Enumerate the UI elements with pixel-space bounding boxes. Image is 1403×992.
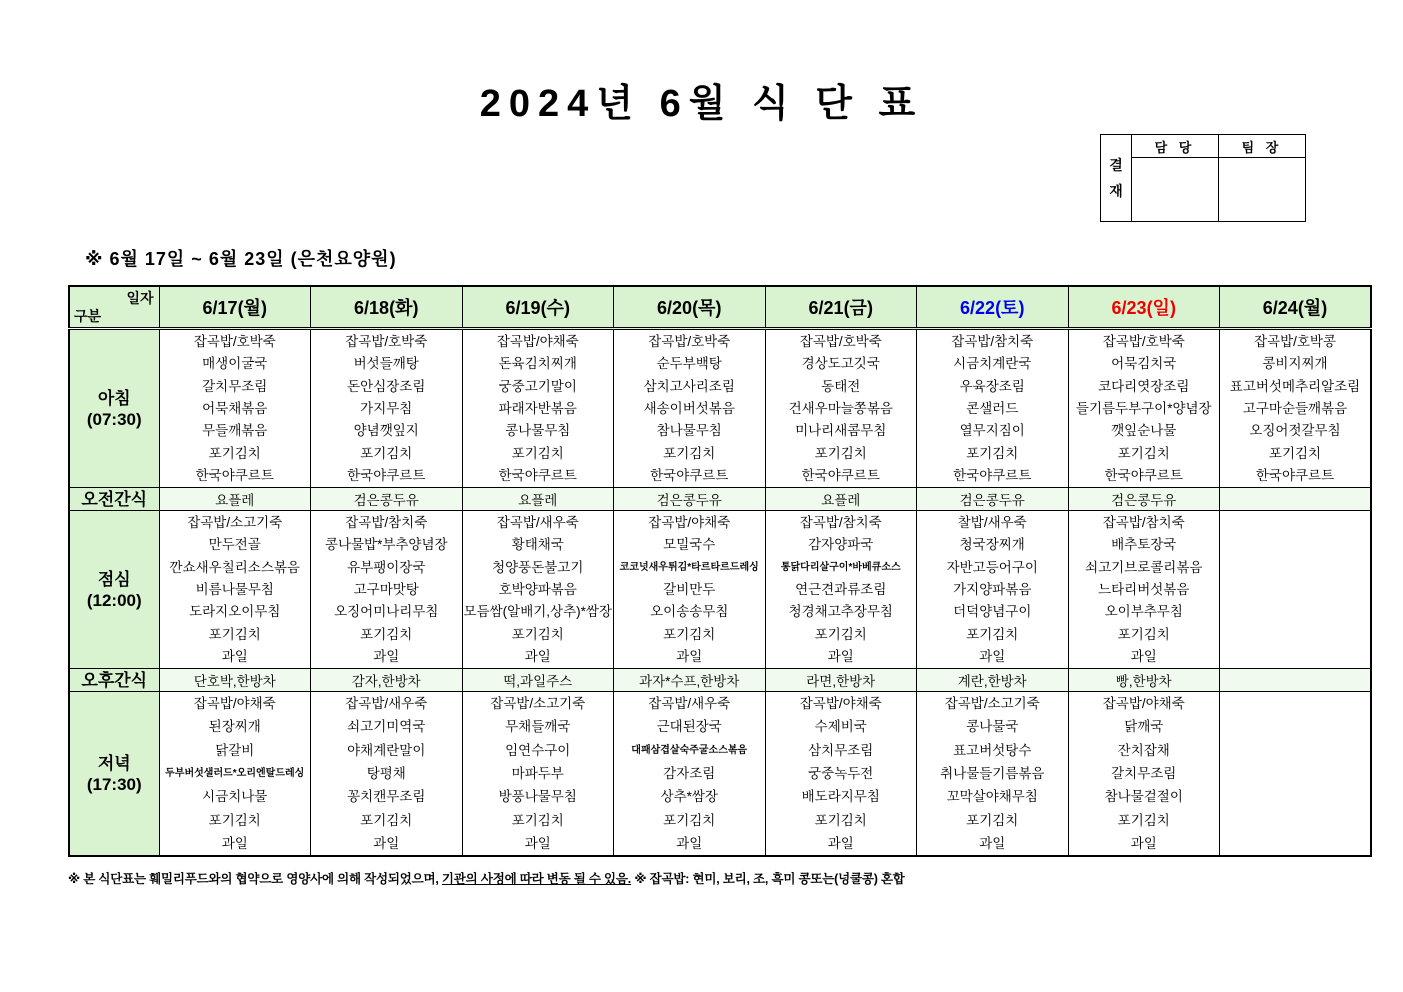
menu-item: 오이송송무침 bbox=[650, 604, 729, 620]
menu-item: 포기김치 bbox=[814, 626, 867, 642]
menu-item: 잡곡밥/야채죽 bbox=[193, 696, 276, 712]
menu-item: 잡곡밥/참치죽 bbox=[1102, 514, 1185, 530]
snack-cell: 요플레 bbox=[765, 488, 917, 511]
menu-item: 과일 bbox=[827, 835, 854, 851]
menu-item: 파래자반볶음 bbox=[498, 400, 577, 416]
page-title: 2024년 6월 식 단 표 bbox=[479, 83, 924, 125]
menu-item: 과일 bbox=[676, 649, 703, 665]
column-header-6/22(토): 6/22(토) bbox=[917, 286, 1069, 329]
menu-cell bbox=[311, 692, 463, 857]
menu-item: 감자양파국 bbox=[808, 537, 874, 553]
snack-cell: 검은콩두유 bbox=[917, 488, 1069, 511]
menu-item: 오징어미나리무침 bbox=[334, 604, 439, 620]
menu-item: 과일 bbox=[979, 835, 1006, 851]
menu-item: 포기김치 bbox=[360, 812, 413, 828]
corner-label-date: 일자 bbox=[126, 290, 154, 306]
menu-cell bbox=[917, 692, 1069, 857]
menu-item: 깻잎순나물 bbox=[1111, 423, 1177, 439]
menu-item: 잡곡밥/야채죽 bbox=[1102, 696, 1185, 712]
menu-item: 호박양파볶음 bbox=[498, 581, 577, 597]
menu-item: 한국야쿠르트 bbox=[650, 468, 729, 484]
menu-item: 가지양파볶음 bbox=[953, 581, 1032, 597]
menu-item: 청경채고추장무침 bbox=[788, 604, 893, 620]
menu-item: 자반고등어구이 bbox=[946, 559, 1038, 575]
menu-item: 잡곡밥/새우죽 bbox=[345, 696, 428, 712]
menu-item: 한국야쿠르트 bbox=[195, 468, 274, 484]
menu-item: 한국야쿠르트 bbox=[498, 468, 577, 484]
menu-item: 더덕양념구이 bbox=[953, 604, 1032, 620]
menu-item: 표고버섯탕수 bbox=[953, 742, 1032, 758]
menu-cell bbox=[614, 511, 766, 669]
approval-signature-cell bbox=[1219, 158, 1306, 222]
menu-item: 포기김치 bbox=[1117, 812, 1170, 828]
menu-item: 순두부백탕 bbox=[656, 356, 722, 372]
menu-cell bbox=[765, 329, 917, 488]
menu-item: 잡곡밥/호박죽 bbox=[1102, 333, 1185, 349]
menu-item: 한국야쿠르트 bbox=[1255, 468, 1335, 484]
menu-item: 콩나물밥*부추양념장 bbox=[324, 537, 448, 553]
menu-item: 잡곡밥/소고기죽 bbox=[944, 696, 1040, 712]
footer-note-underlined: 기관의 사정에 따라 변동 될 수 있음. bbox=[441, 872, 632, 886]
snack-cell: 검은콩두유 bbox=[614, 488, 766, 511]
menu-item: 과일 bbox=[524, 649, 551, 665]
menu-item: 포기김치 bbox=[360, 445, 413, 461]
menu-item: 잡곡밥/참치죽 bbox=[799, 514, 882, 530]
menu-item: 잡곡밥/야채죽 bbox=[648, 514, 731, 530]
menu-item: 과일 bbox=[221, 649, 248, 665]
menu-item: 코다리엿장조림 bbox=[1098, 378, 1190, 394]
menu-item: 포기김치 bbox=[360, 626, 413, 642]
menu-item: 과일 bbox=[1130, 835, 1157, 851]
menu-item: 배추토장국 bbox=[1111, 537, 1177, 553]
menu-cell bbox=[1220, 692, 1372, 857]
menu-item: 임연수구이 bbox=[505, 742, 571, 758]
menu-item: 배도라지무침 bbox=[801, 789, 880, 805]
menu-cell bbox=[159, 329, 311, 488]
menu-item: 갈치무조림 bbox=[1111, 765, 1177, 781]
menu-item: 모듬쌈(알배기,상추)*쌈장 bbox=[463, 604, 612, 620]
menu-item: 취나물들기름볶음 bbox=[940, 765, 1045, 781]
menu-item: 포기김치 bbox=[511, 445, 564, 461]
approval-col-manager: 담 당 bbox=[1132, 135, 1219, 158]
menu-item: 코코넛새우튀김*타르타르드레싱 bbox=[619, 561, 759, 573]
menu-item: 삼치무조림 bbox=[808, 742, 874, 758]
row-label-오전간식: 오전간식 bbox=[69, 488, 159, 511]
menu-item: 포기김치 bbox=[663, 445, 716, 461]
menu-cell bbox=[311, 511, 463, 669]
snack-cell: 검은콩두유 bbox=[311, 488, 463, 511]
menu-item: 포기김치 bbox=[814, 445, 867, 461]
menu-item: 상추*쌈장 bbox=[660, 789, 718, 805]
menu-item: 동태전 bbox=[821, 378, 861, 394]
menu-item: 포기김치 bbox=[511, 812, 564, 828]
row-오후간식 bbox=[69, 669, 1371, 692]
menu-item: 콩비지찌개 bbox=[1262, 356, 1328, 372]
snack-cell bbox=[1220, 669, 1372, 692]
menu-item: 과일 bbox=[373, 835, 400, 851]
column-header-6/24(월): 6/24(월) bbox=[1220, 286, 1372, 329]
menu-item: 포기김치 bbox=[208, 812, 261, 828]
footer-note-part1: ※ 본 식단표는 훼밀리푸드와의 협약으로 영양사에 의해 작성되었으며, bbox=[68, 872, 442, 886]
menu-item: 꽁치캔무조림 bbox=[347, 789, 426, 805]
menu-cell bbox=[1068, 692, 1220, 857]
menu-cell bbox=[462, 511, 614, 669]
menu-item: 궁중고기말이 bbox=[498, 378, 577, 394]
approval-col-teamlead: 팀 장 bbox=[1219, 135, 1306, 158]
menu-item: 무채들깨국 bbox=[505, 719, 571, 735]
snack-cell: 요플레 bbox=[159, 488, 311, 511]
menu-item: 한국야쿠르트 bbox=[1104, 468, 1183, 484]
menu-item: 과일 bbox=[373, 649, 400, 665]
menu-item: 어묵김치국 bbox=[1111, 356, 1177, 372]
snack-cell bbox=[1220, 488, 1372, 511]
menu-item: 감자조림 bbox=[663, 765, 716, 781]
menu-item: 과일 bbox=[676, 835, 703, 851]
menu-item: 버섯들깨탕 bbox=[353, 356, 419, 372]
menu-item: 도라지오이무침 bbox=[189, 604, 281, 620]
menu-item: 포기김치 bbox=[1117, 445, 1170, 461]
menu-item: 고구마순들깨볶음 bbox=[1242, 400, 1348, 416]
menu-cell bbox=[1220, 329, 1372, 488]
menu-item: 느타리버섯볶음 bbox=[1098, 581, 1190, 597]
menu-item: 과일 bbox=[221, 835, 248, 851]
menu-item: 한국야쿠르트 bbox=[347, 468, 426, 484]
menu-item: 과일 bbox=[1130, 649, 1157, 665]
menu-cell bbox=[1220, 511, 1372, 669]
menu-item: 잡곡밥/참치죽 bbox=[345, 514, 428, 530]
menu-cell bbox=[614, 692, 766, 857]
menu-item: 모밀국수 bbox=[663, 537, 716, 553]
menu-item: 오징어젓갈무침 bbox=[1249, 423, 1341, 439]
menu-item: 연근견과류조림 bbox=[795, 581, 887, 597]
row-저녁 bbox=[69, 692, 1371, 857]
menu-cell bbox=[462, 329, 614, 488]
menu-item: 청국장찌개 bbox=[959, 537, 1025, 553]
menu-item: 잡곡밥/호박콩 bbox=[1254, 333, 1336, 349]
menu-item: 돈안심장조림 bbox=[347, 378, 426, 394]
menu-item: 과일 bbox=[524, 835, 551, 851]
menu-item: 쇠고기미역국 bbox=[347, 719, 426, 735]
menu-item: 콩나물무침 bbox=[505, 423, 571, 439]
row-label-점심: 점심 (12:00) bbox=[69, 511, 159, 669]
menu-item: 깐쇼새우칠리소스볶음 bbox=[169, 559, 300, 575]
column-header-6/18(화): 6/18(화) bbox=[311, 286, 463, 329]
menu-item: 포기김치 bbox=[966, 812, 1019, 828]
menu-item: 잡곡밥/소고기죽 bbox=[187, 514, 283, 530]
row-label-저녁: 저녁 (17:30) bbox=[69, 692, 159, 857]
menu-item: 잡곡밥/호박죽 bbox=[799, 333, 882, 349]
menu-item: 갈비만두 bbox=[663, 581, 716, 597]
menu-item: 된장찌개 bbox=[208, 719, 261, 735]
menu-item: 포기김치 bbox=[966, 626, 1019, 642]
row-오전간식 bbox=[69, 488, 1371, 511]
column-header-6/19(수): 6/19(수) bbox=[462, 286, 614, 329]
snack-cell: 라면,한방차 bbox=[765, 669, 917, 692]
menu-item: 콘샐러드 bbox=[966, 400, 1019, 416]
table-header-row bbox=[69, 286, 1371, 329]
column-header-6/17(월): 6/17(월) bbox=[159, 286, 311, 329]
menu-item: 비름나물무침 bbox=[195, 581, 274, 597]
menu-item: 포기김치 bbox=[1117, 626, 1170, 642]
approval-stamp-label: 결 재 bbox=[1101, 135, 1132, 222]
menu-item: 황태채국 bbox=[511, 537, 564, 553]
row-점심 bbox=[69, 511, 1371, 669]
menu-item: 수제비국 bbox=[814, 719, 867, 735]
menu-item: 만두전골 bbox=[208, 537, 261, 553]
menu-item: 과일 bbox=[827, 649, 854, 665]
menu-item: 돈육김치찌개 bbox=[498, 356, 577, 372]
menu-item: 삼치고사리조림 bbox=[643, 378, 735, 394]
menu-item: 근대된장국 bbox=[656, 719, 722, 735]
footer-note bbox=[68, 869, 1403, 887]
menu-item: 가지무침 bbox=[360, 400, 413, 416]
menu-item: 매생이굴국 bbox=[202, 356, 268, 372]
menu-item: 한국야쿠르트 bbox=[953, 468, 1032, 484]
menu-item: 새송이버섯볶음 bbox=[643, 400, 735, 416]
menu-item: 한국야쿠르트 bbox=[801, 468, 880, 484]
date-range-subtitle: ※ 6월 17일 ~ 6월 23일 (은천요양원) bbox=[85, 249, 397, 269]
menu-cell bbox=[1068, 329, 1220, 488]
menu-item: 궁중녹두전 bbox=[808, 765, 874, 781]
menu-item: 포기김치 bbox=[966, 445, 1019, 461]
menu-cell bbox=[917, 329, 1069, 488]
menu-cell bbox=[159, 692, 311, 857]
menu-item: 탕평채 bbox=[366, 765, 406, 781]
menu-item: 잡곡밥/호박죽 bbox=[345, 333, 428, 349]
approval-signature-cell bbox=[1132, 158, 1219, 222]
menu-cell bbox=[311, 329, 463, 488]
snack-cell: 과자*수프,한방차 bbox=[614, 669, 766, 692]
row-아침 bbox=[69, 329, 1371, 488]
snack-cell: 검은콩두유 bbox=[1068, 488, 1220, 511]
menu-item: 과일 bbox=[979, 649, 1006, 665]
menu-item: 고구마맛탕 bbox=[353, 581, 419, 597]
menu-item: 쇠고기브로콜리볶음 bbox=[1085, 559, 1203, 575]
menu-item: 대패삼겹살숙주굴소스볶음 bbox=[631, 744, 748, 756]
menu-item: 들기름두부구이*양념장 bbox=[1075, 400, 1212, 416]
menu-table bbox=[68, 285, 1372, 857]
menu-item: 갈치무조림 bbox=[202, 378, 268, 394]
approval-box bbox=[1100, 134, 1306, 222]
menu-item: 찰밥/새우죽 bbox=[957, 514, 1027, 530]
snack-cell: 감자,한방차 bbox=[311, 669, 463, 692]
menu-item: 무들깨볶음 bbox=[202, 423, 268, 439]
menu-item: 포기김치 bbox=[208, 445, 261, 461]
menu-item: 미나리새콤무침 bbox=[795, 423, 887, 439]
menu-item: 참나물무침 bbox=[656, 423, 722, 439]
row-label-오후간식: 오후간식 bbox=[69, 669, 159, 692]
menu-item: 잡곡밥/새우죽 bbox=[496, 514, 579, 530]
menu-item: 잡곡밥/야채죽 bbox=[799, 696, 882, 712]
corner-label-category: 구분 bbox=[74, 308, 102, 324]
snack-cell: 빵,한방차 bbox=[1068, 669, 1220, 692]
snack-cell: 떡,과일주스 bbox=[462, 669, 614, 692]
menu-item: 마파두부 bbox=[511, 765, 564, 781]
menu-item: 꼬막살야채무침 bbox=[946, 789, 1038, 805]
menu-cell bbox=[765, 511, 917, 669]
menu-item: 참나물겉절이 bbox=[1104, 789, 1183, 805]
row-label-아침: 아침 (07:30) bbox=[69, 329, 159, 488]
column-header-6/23(일): 6/23(일) bbox=[1068, 286, 1220, 329]
menu-cell bbox=[1068, 511, 1220, 669]
menu-item: 건새우마늘쫑볶음 bbox=[788, 400, 893, 416]
menu-cell bbox=[765, 692, 917, 857]
snack-cell: 요플레 bbox=[462, 488, 614, 511]
menu-item: 포기김치 bbox=[814, 812, 867, 828]
menu-item: 닭깨국 bbox=[1124, 719, 1164, 735]
menu-item: 잡곡밥/소고기죽 bbox=[490, 696, 586, 712]
menu-item: 포기김치 bbox=[208, 626, 261, 642]
menu-item: 잡곡밥/새우죽 bbox=[648, 696, 731, 712]
column-header-6/21(금): 6/21(금) bbox=[765, 286, 917, 329]
menu-item: 잡곡밥/호박죽 bbox=[648, 333, 731, 349]
menu-item: 야채계란말이 bbox=[347, 742, 426, 758]
menu-table-body bbox=[69, 329, 1371, 857]
menu-item: 콩나물국 bbox=[966, 719, 1019, 735]
menu-item: 시금치계란국 bbox=[953, 356, 1032, 372]
menu-item: 열무지짐이 bbox=[959, 423, 1025, 439]
menu-item: 시금치나물 bbox=[202, 789, 268, 805]
menu-item: 경상도고깃국 bbox=[801, 356, 880, 372]
menu-cell bbox=[159, 511, 311, 669]
menu-item: 청양풍돈불고기 bbox=[492, 559, 584, 575]
menu-cell bbox=[917, 511, 1069, 669]
menu-item: 포기김치 bbox=[511, 626, 564, 642]
column-header-6/20(목): 6/20(목) bbox=[614, 286, 766, 329]
snack-cell: 계란,한방차 bbox=[917, 669, 1069, 692]
menu-item: 어묵채볶음 bbox=[202, 400, 268, 416]
menu-item: 표고버섯메추리알조림 bbox=[1229, 378, 1361, 394]
corner-header-cell bbox=[69, 286, 159, 329]
menu-item: 포기김치 bbox=[1268, 445, 1322, 461]
menu-item: 잡곡밥/참치죽 bbox=[951, 333, 1034, 349]
menu-item: 두부버섯샐러드*오리엔탈드레싱 bbox=[165, 767, 305, 779]
menu-item: 우육장조림 bbox=[959, 378, 1025, 394]
menu-cell bbox=[462, 692, 614, 857]
menu-item: 유부팽이장국 bbox=[347, 559, 426, 575]
menu-item: 잡곡밥/호박죽 bbox=[193, 333, 276, 349]
menu-item: 통닭다리살구이*바베큐소스 bbox=[780, 561, 901, 573]
menu-item: 방풍나물무침 bbox=[498, 789, 577, 805]
menu-item: 포기김치 bbox=[663, 626, 716, 642]
footer-note-part2: ※ 잡곡밥: 현미, 보리, 조, 흑미 콩또는(넝쿨콩) 혼합 bbox=[631, 872, 905, 886]
menu-cell bbox=[614, 329, 766, 488]
menu-item: 닭갈비 bbox=[215, 742, 255, 758]
snack-cell: 단호박,한방차 bbox=[159, 669, 311, 692]
menu-item: 포기김치 bbox=[663, 812, 716, 828]
menu-item: 양념깻잎지 bbox=[353, 423, 419, 439]
menu-item: 잡곡밥/야채죽 bbox=[496, 333, 579, 349]
menu-item: 잔치잡채 bbox=[1117, 742, 1170, 758]
menu-item: 오이부추무침 bbox=[1104, 604, 1183, 620]
